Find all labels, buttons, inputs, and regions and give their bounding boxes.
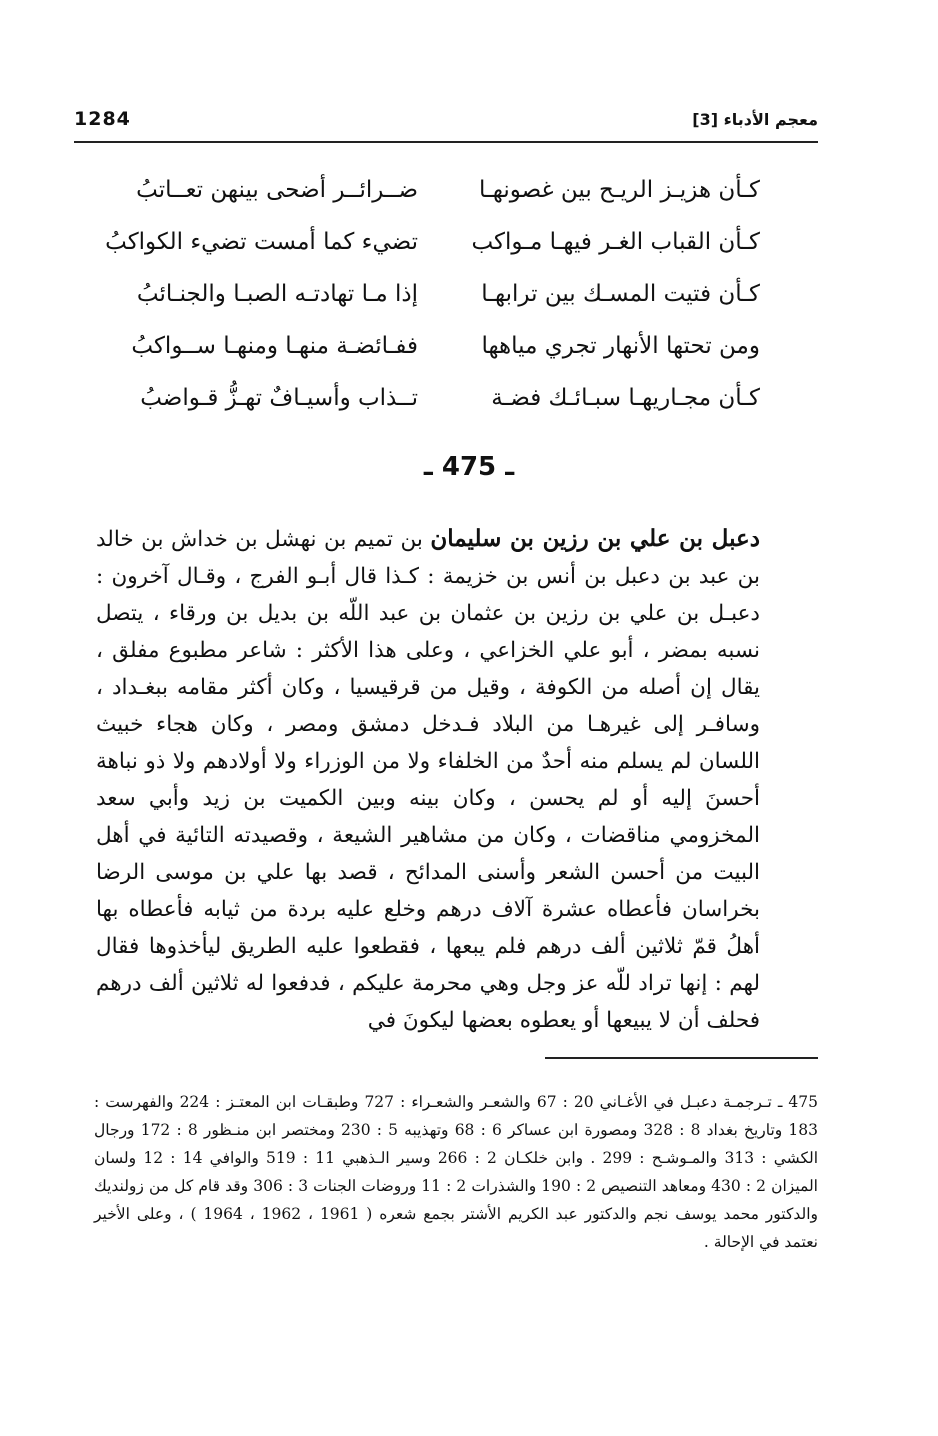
poem-verse bbox=[105, 216, 760, 268]
entry-number: ـ 475 ـ bbox=[423, 452, 515, 482]
footnote: 475 ـ تـرجمـة دعبـل في الأغـاني 20 : 67 والشعـر والشعـراء : 727 وطبقـات ابن المعتـز : 224 والفهرست : 183 وتاريخ بغداد 8 : 328 ومصورة ابن عساكر 6 : 68 وتهذيبه 5 : 230 ومختصر ابن منـظور 8 : 172 ورجال الكشي : 313 والمـوشـح : 299 . وابن خلكـان 2 : 266 وسير الـذهبي 11 : 519 والوافي 14 : 12 ولسان الميزان 2 : 430 ومعاهد التنصيص 2 : 190 والشذرات 2 : 11 وروضات الجنات 3 : 306 وقد قام كل من زولنديك والدكتور محمد يوسف نجم والدكتور عبد الكريم الأشتر بجمع شعره ( 1961 ، 1962 ، 1964 ) ، وعلى الأخير نعتمد في الإحالة . bbox=[94, 1093, 819, 1251]
footnote-rule bbox=[545, 1057, 818, 1059]
header-rule bbox=[74, 141, 818, 143]
poem bbox=[105, 164, 760, 424]
hemistich-second: ففـائضـة منهـا ومنهـا ســواكبُ bbox=[131, 333, 418, 359]
hemistich-second: تــذاب وأسيـافٌ تهـزُّ قـواضبُ bbox=[140, 385, 418, 411]
hemistich-first: كـأن مجـاريهـا سبـائـك فضـة bbox=[491, 385, 760, 411]
book-title: معجم الأدباء [3] bbox=[692, 109, 818, 129]
page-number: 1284 bbox=[74, 108, 131, 130]
entry-name: دعبل بن علي بن رزين بن سليمان bbox=[430, 525, 760, 552]
hemistich-first: كـأن القباب الغـر فيهـا مـواكب bbox=[471, 229, 760, 255]
hemistich-first: ومن تحتها الأنهار تجري مياهها bbox=[481, 333, 760, 359]
entry-text: بن تميم بن نهشل بن خداش بن خالد بن عبد بن دعبل بن أنس بن خزيمة : كـذا قال أبـو الفرج ، وقـال آخرون : دعبـل بن علي بن رزين بن عثمان بن عبد اللّه بن بديل بن ورقاء ، يتصل نسبه بمضر ، أبو علي الخزاعي ، وعلى هذا الأكثر : شاعر مطبوع مفلق ، يقال إن أصله من الكوفة ، وقيل من قرقيسيا ، وكان أكثر مقامه ببغـداد ، وسافـر إلى غيرهـا من البلاد فـدخل دمشق ومصر ، وكان هجاء خبيث اللسان لم يسلم منه أحدٌ من الخلفاء ولا من الوزراء ولا أولادهم ولا ذو نباهة أحسنَ إليه أو لم يحسن ، وكان بينه وبين الكميت بن زيد وأبي سعد المخزومي مناقضات ، وكان من مشاهير الشيعة ، وقصيدته التائية في أهل البيت من أحسن الشعر وأسنى المدائح ، قصد بها علي بن موسى الرضا بخراسان فأعطاه عشرة آلاف درهم وخلع عليه بردة من ثيابه فأعطاه بها أهلُ قمّ ثلاثين ألف درهم فلم يبعها ، فقطعوا عليه الطريق ليأخذوها فقال لهم : إنها تراد للّه عز وجل وهي محرمة عليكم ، فدفعوا له ثلاثين ألف درهم فحلف أن لا يبيعها أو يعطوه بعضها ليكونَ في bbox=[96, 527, 760, 1033]
poem-verse bbox=[118, 268, 760, 320]
entry-body bbox=[96, 520, 760, 1039]
running-header bbox=[74, 104, 818, 134]
hemistich-second: تضيء كما أمست تضيء الكواكبُ bbox=[105, 229, 418, 255]
hemistich-first: كـأن فتيت المسـك بين ترابهـا bbox=[481, 281, 760, 307]
poem-verse bbox=[118, 372, 760, 424]
hemistich-second: ضــرائــر أضحى بينهن تعــاتبُ bbox=[136, 177, 418, 203]
hemistich-second: إذا مـا تهادتـه الصبـا والجنـائبُ bbox=[136, 281, 418, 307]
poem-verse bbox=[118, 320, 760, 372]
hemistich-first: كـأن هزيـز الريـح بين غصونهـا bbox=[478, 177, 760, 203]
poem-verse bbox=[118, 164, 760, 216]
